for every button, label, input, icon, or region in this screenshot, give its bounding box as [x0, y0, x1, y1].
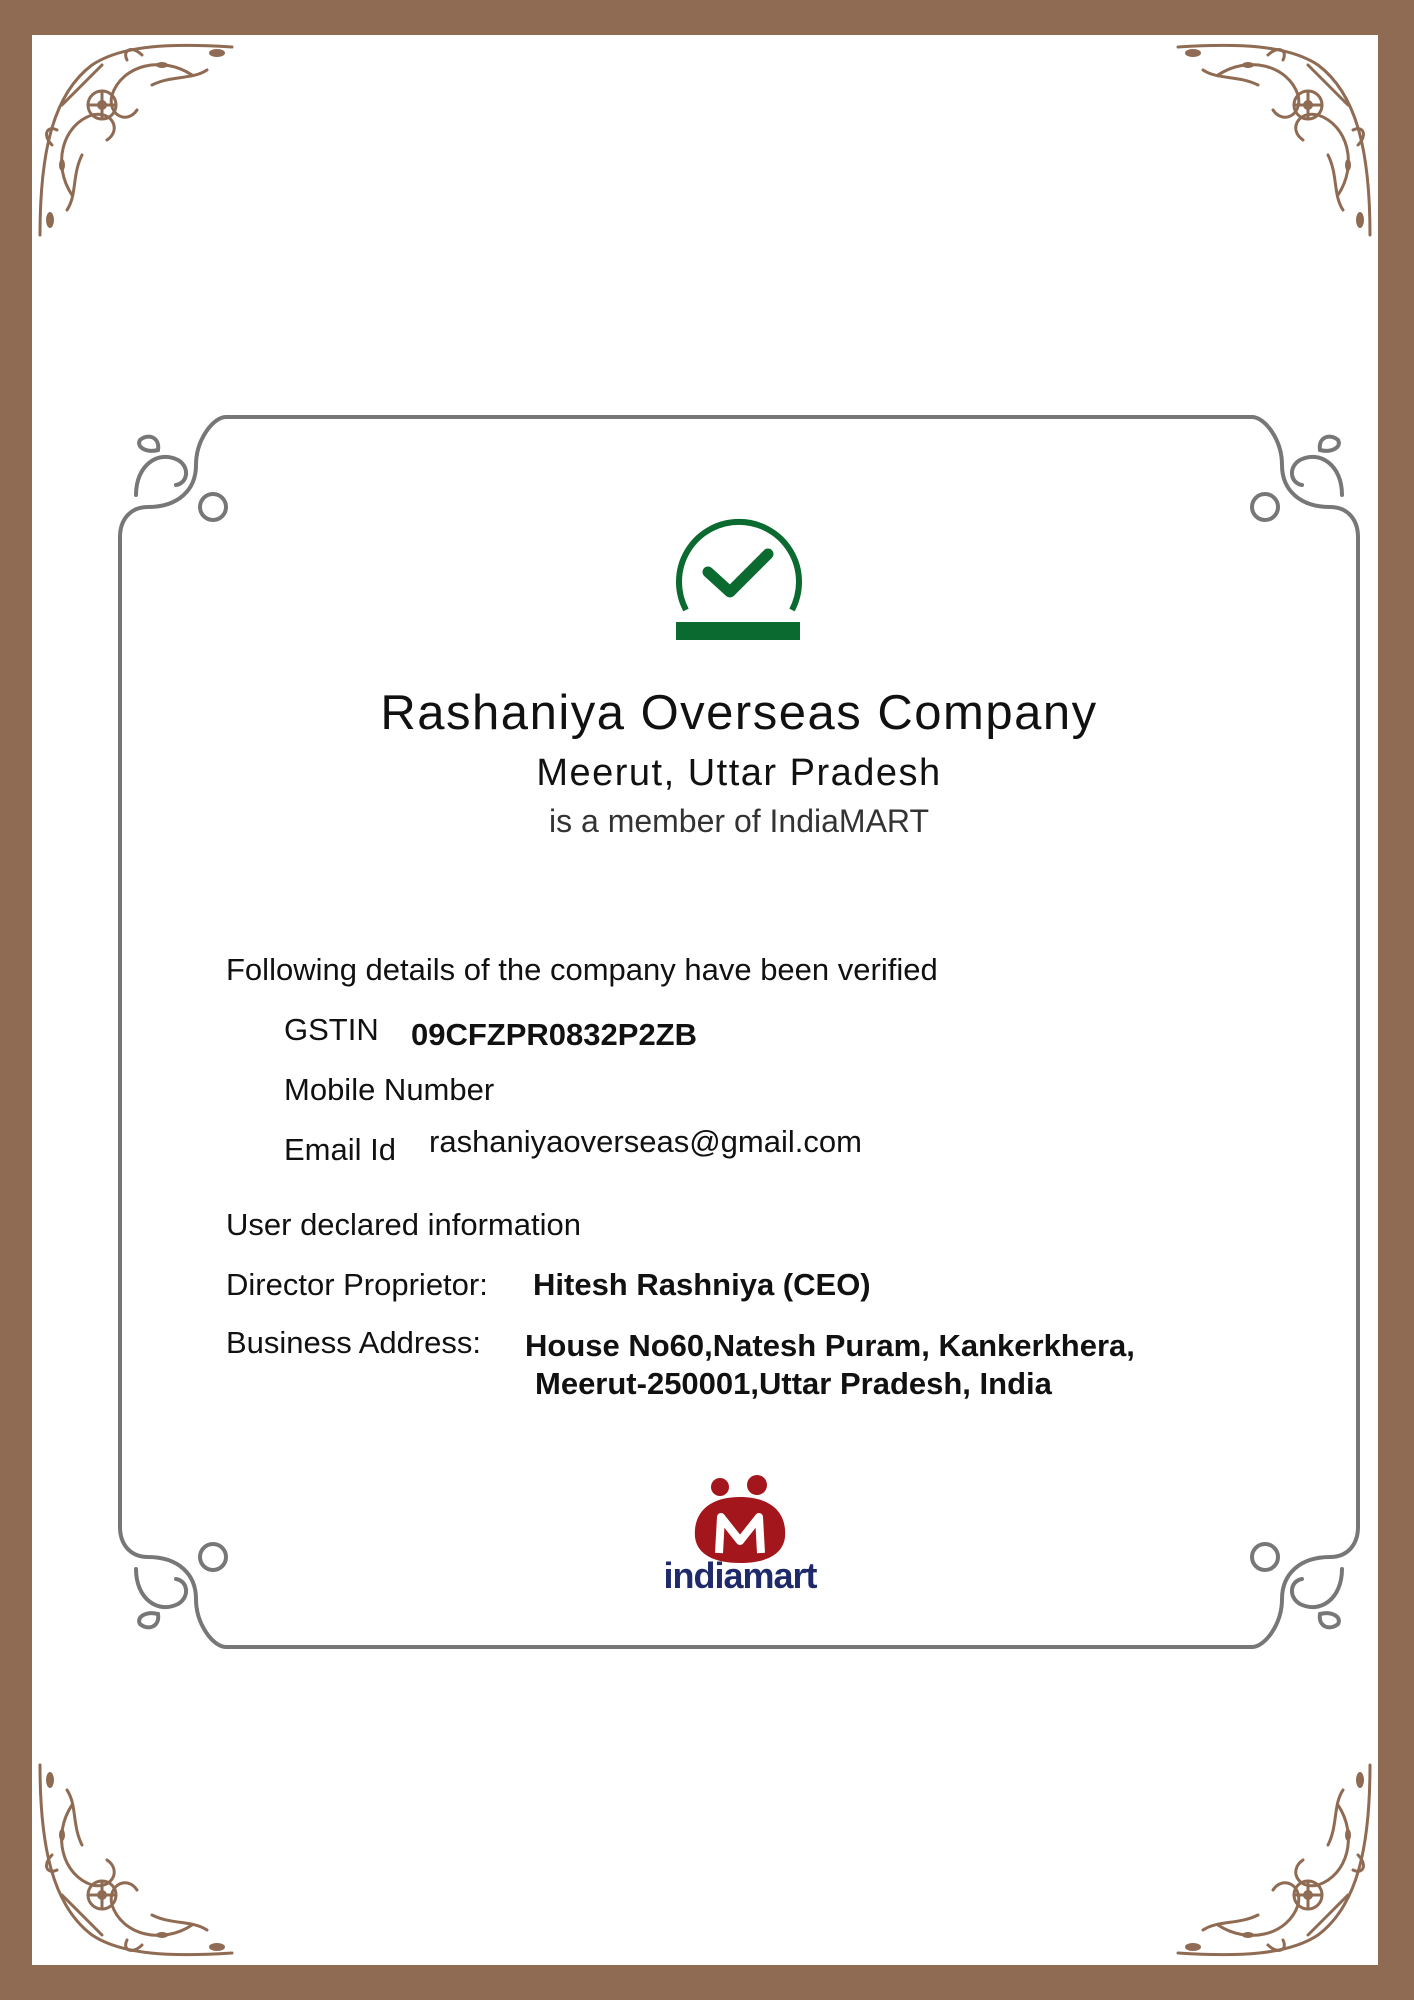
- business-address-line-1: House No60,Natesh Puram, Kankerkhera,: [525, 1328, 1135, 1363]
- certificate-page: [32, 35, 1378, 1965]
- certificate-frame: [118, 415, 1360, 1649]
- indiamart-m-emblem-icon: [645, 1475, 835, 1563]
- verified-details-heading: Following details of the company have been verified: [226, 952, 938, 987]
- business-address-line-2: Meerut-250001,Uttar Pradesh, India: [535, 1366, 1052, 1401]
- company-location: Meerut, Uttar Pradesh: [536, 752, 942, 794]
- mobile-number-label: Mobile Number: [284, 1072, 495, 1107]
- membership-statement: is a member of IndiaMART: [549, 803, 929, 839]
- email-value: rashaniyaoverseas@gmail.com: [429, 1124, 862, 1159]
- business-address-label: Business Address:: [226, 1325, 482, 1360]
- verified-check-icon: [672, 510, 806, 644]
- director-value: Hitesh Rashniya (CEO): [533, 1267, 871, 1302]
- indiamart-logo: [645, 1475, 835, 1605]
- floral-corner-ornament-bottom-right: [1168, 1755, 1378, 1965]
- email-label: Email Id: [284, 1132, 396, 1167]
- director-label: Director Proprietor:: [226, 1267, 488, 1302]
- floral-corner-ornament-top-left: [32, 35, 242, 245]
- floral-corner-ornament-bottom-left: [32, 1755, 242, 1965]
- user-declared-heading: User declared information: [226, 1207, 581, 1242]
- gstin-label: GSTIN: [284, 1012, 379, 1047]
- indiamart-logo-text: indiamart: [663, 1555, 817, 1596]
- company-name: Rashaniya Overseas Company: [380, 686, 1098, 740]
- floral-corner-ornament-top-right: [1168, 35, 1378, 245]
- gstin-value: 09CFZPR0832P2ZB: [411, 1017, 698, 1052]
